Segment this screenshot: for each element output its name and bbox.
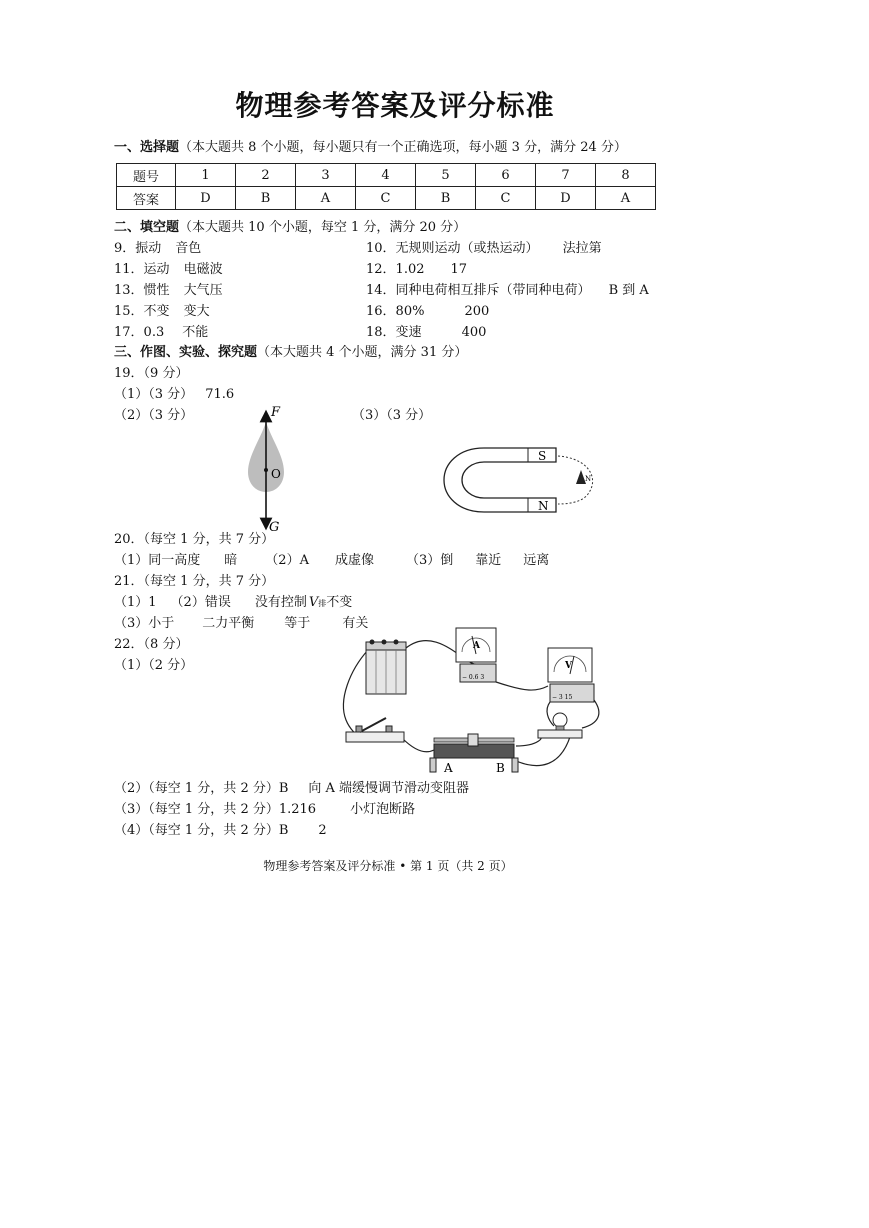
page-title: 物理参考答案及评分标准 xyxy=(235,89,555,122)
ammeter-label: A xyxy=(473,641,480,651)
battery xyxy=(366,640,406,695)
force-diagram xyxy=(236,402,296,538)
answer-b: B 到 A xyxy=(608,283,649,298)
fill-item-9 xyxy=(114,239,201,259)
answer: 暗 xyxy=(224,553,238,568)
voltmeter-terminals: − 3 15 xyxy=(552,694,573,701)
answer: 二力平衡 xyxy=(202,616,255,631)
table-cell: D xyxy=(176,187,236,210)
q22-part3 xyxy=(114,800,415,820)
table-row-answers xyxy=(117,187,656,210)
wire xyxy=(343,650,368,736)
answer: （1）1 xyxy=(114,595,157,610)
q20-answers xyxy=(114,551,549,571)
row-label-answer: 答案 xyxy=(117,187,176,210)
answer-b: 400 xyxy=(461,325,487,340)
voltmeter xyxy=(548,648,594,702)
fill-item-11 xyxy=(114,260,223,280)
answer: （3）（每空 1 分，共 2 分）1.216 xyxy=(114,802,317,817)
answer-a: 同种电荷相互排斥（带同种电荷） xyxy=(395,283,591,298)
ammeter xyxy=(456,628,496,682)
table-cell: 5 xyxy=(416,164,476,187)
q22-head: 22．（8 分） xyxy=(114,637,189,652)
pole-n-label: N xyxy=(538,499,549,513)
answer-b: 17 xyxy=(450,262,468,277)
q22-part1: （1）（2 分） xyxy=(114,658,194,673)
label-o: O xyxy=(271,467,281,481)
needle-n-label: N xyxy=(585,475,592,483)
q21-line1 xyxy=(114,593,352,614)
answer: （2）A xyxy=(265,553,309,568)
fill-item-18 xyxy=(366,323,486,343)
table-cell: C xyxy=(356,187,416,210)
q20-head: 20．（每空 1 分，共 7 分） xyxy=(114,532,275,547)
magnet-diagram xyxy=(438,432,604,528)
table-cell: 7 xyxy=(536,164,596,187)
item-number: 12． xyxy=(366,262,396,277)
answer: （3）倒 xyxy=(405,553,454,568)
bulb xyxy=(538,713,582,738)
answer-a: 1.02 xyxy=(395,262,425,277)
q21-head: 21．（每空 1 分，共 7 分） xyxy=(114,574,275,589)
fill-item-13 xyxy=(114,281,223,301)
section1-heading: 一、选择题 xyxy=(114,140,180,155)
answer-a: 变速 xyxy=(395,325,422,340)
q19-part2: （2）（3 分） xyxy=(114,408,194,423)
answer: 成虚像 xyxy=(334,553,374,568)
answer: （2）（每空 1 分，共 2 分）B xyxy=(114,781,289,796)
table-cell: 1 xyxy=(176,164,236,187)
answer: （3）小于 xyxy=(114,616,175,631)
switch xyxy=(346,718,404,742)
answer-a: 运动 xyxy=(143,262,170,277)
answer: （2）错误 xyxy=(170,595,231,610)
rheostat xyxy=(430,734,518,775)
table-cell: B xyxy=(236,187,296,210)
answer: （4）（每空 1 分，共 2 分）B xyxy=(114,823,289,838)
section1-heading-line xyxy=(114,138,627,158)
section2-note: （本大题共 10 个小题，每空 1 分，满分 20 分） xyxy=(179,220,467,235)
table-cell: 6 xyxy=(476,164,536,187)
answer-b: 不能 xyxy=(182,325,209,340)
symbol-v: V xyxy=(308,595,319,610)
wire xyxy=(402,738,434,752)
section3-heading: 三、作图、实验、探究题 xyxy=(114,345,258,360)
wire xyxy=(582,700,599,728)
answer-b: 音色 xyxy=(175,241,202,256)
label-g: G xyxy=(269,520,280,535)
section2-heading: 二、填空题 xyxy=(114,220,180,235)
answer: 2 xyxy=(318,823,327,838)
center-dot xyxy=(264,468,268,472)
wire xyxy=(496,682,548,690)
answer: 靠近 xyxy=(475,553,502,568)
table-cell: D xyxy=(536,187,596,210)
answer-a: 0.3 xyxy=(143,325,165,340)
row-label-question: 题号 xyxy=(117,164,176,187)
item-number: 16． xyxy=(366,304,396,319)
answer-a: 无规则运动（或热运动） xyxy=(395,241,539,256)
q19-head: 19．（9 分） xyxy=(114,366,189,381)
rheostat-a-label: A xyxy=(444,761,453,775)
answer-b: 变大 xyxy=(183,304,210,319)
answer-a: 惯性 xyxy=(143,283,170,298)
answer-a: 不变 xyxy=(143,304,170,319)
part-label: （1）（3 分） xyxy=(114,387,194,402)
table-cell: B xyxy=(416,187,476,210)
q22-part4 xyxy=(114,821,327,841)
item-number: 18． xyxy=(366,325,396,340)
answer: 远离 xyxy=(523,553,550,568)
answer: （1）同一高度 xyxy=(114,553,201,568)
answer-a: 80% xyxy=(395,304,425,319)
answer-b: 大气压 xyxy=(183,283,223,298)
answer: 没有控制 xyxy=(254,595,307,610)
answer-a: 振动 xyxy=(135,241,162,256)
table-cell: 3 xyxy=(296,164,356,187)
voltmeter-label: V xyxy=(565,661,572,671)
fill-item-17 xyxy=(114,323,208,343)
table-cell: 4 xyxy=(356,164,416,187)
table-cell: A xyxy=(296,187,356,210)
ammeter-terminals: − 0.6 3 xyxy=(462,674,485,681)
table-cell: C xyxy=(476,187,536,210)
item-number: 17． xyxy=(114,325,144,340)
label-f: F xyxy=(271,405,281,420)
section2-heading-line xyxy=(114,218,466,238)
circuit-diagram xyxy=(336,620,612,776)
answer-b: 200 xyxy=(464,304,490,319)
q22-part2 xyxy=(114,779,469,799)
part-answer: 71.6 xyxy=(205,387,235,402)
page-footer: 物理参考答案及评分标准 • 第 1 页（共 2 页） xyxy=(263,859,513,873)
table-cell: 8 xyxy=(596,164,656,187)
answer-table xyxy=(116,163,656,210)
section3-note: （本大题共 4 个小题，满分 31 分） xyxy=(257,345,468,360)
answer: 小灯泡断路 xyxy=(350,802,416,817)
q19-part1 xyxy=(114,385,234,405)
item-number: 13． xyxy=(114,283,144,298)
fill-item-10 xyxy=(366,239,602,259)
table-row-questions xyxy=(117,164,656,187)
item-number: 14． xyxy=(366,283,396,298)
answer: 等于 xyxy=(284,616,311,631)
pole-s-label: S xyxy=(538,449,547,463)
q19-part3: （3）（3 分） xyxy=(352,408,432,423)
table-cell: 2 xyxy=(236,164,296,187)
section3-heading-line xyxy=(114,343,467,363)
item-number: 9． xyxy=(114,241,136,256)
item-number: 10． xyxy=(366,241,396,256)
item-number: 11． xyxy=(114,262,144,277)
table-cell: A xyxy=(596,187,656,210)
fill-item-16 xyxy=(366,302,489,322)
item-number: 15． xyxy=(114,304,144,319)
subscript: 排 xyxy=(318,599,327,608)
answer-b: 电磁波 xyxy=(183,262,223,277)
answer: 不变 xyxy=(326,595,353,610)
answer: 向 A 端缓慢调节滑动变阻器 xyxy=(308,781,470,796)
rheostat-b-label: B xyxy=(496,761,505,775)
fill-item-14 xyxy=(366,281,649,301)
fill-item-15 xyxy=(114,302,210,322)
answer-b: 法拉第 xyxy=(562,241,602,256)
fill-item-12 xyxy=(366,260,467,280)
answer: 有关 xyxy=(342,616,369,631)
q21-line2 xyxy=(114,614,368,634)
section1-note: （本大题共 8 个小题，每小题只有一个正确选项，每小题 3 分，满分 24 分） xyxy=(179,140,627,155)
